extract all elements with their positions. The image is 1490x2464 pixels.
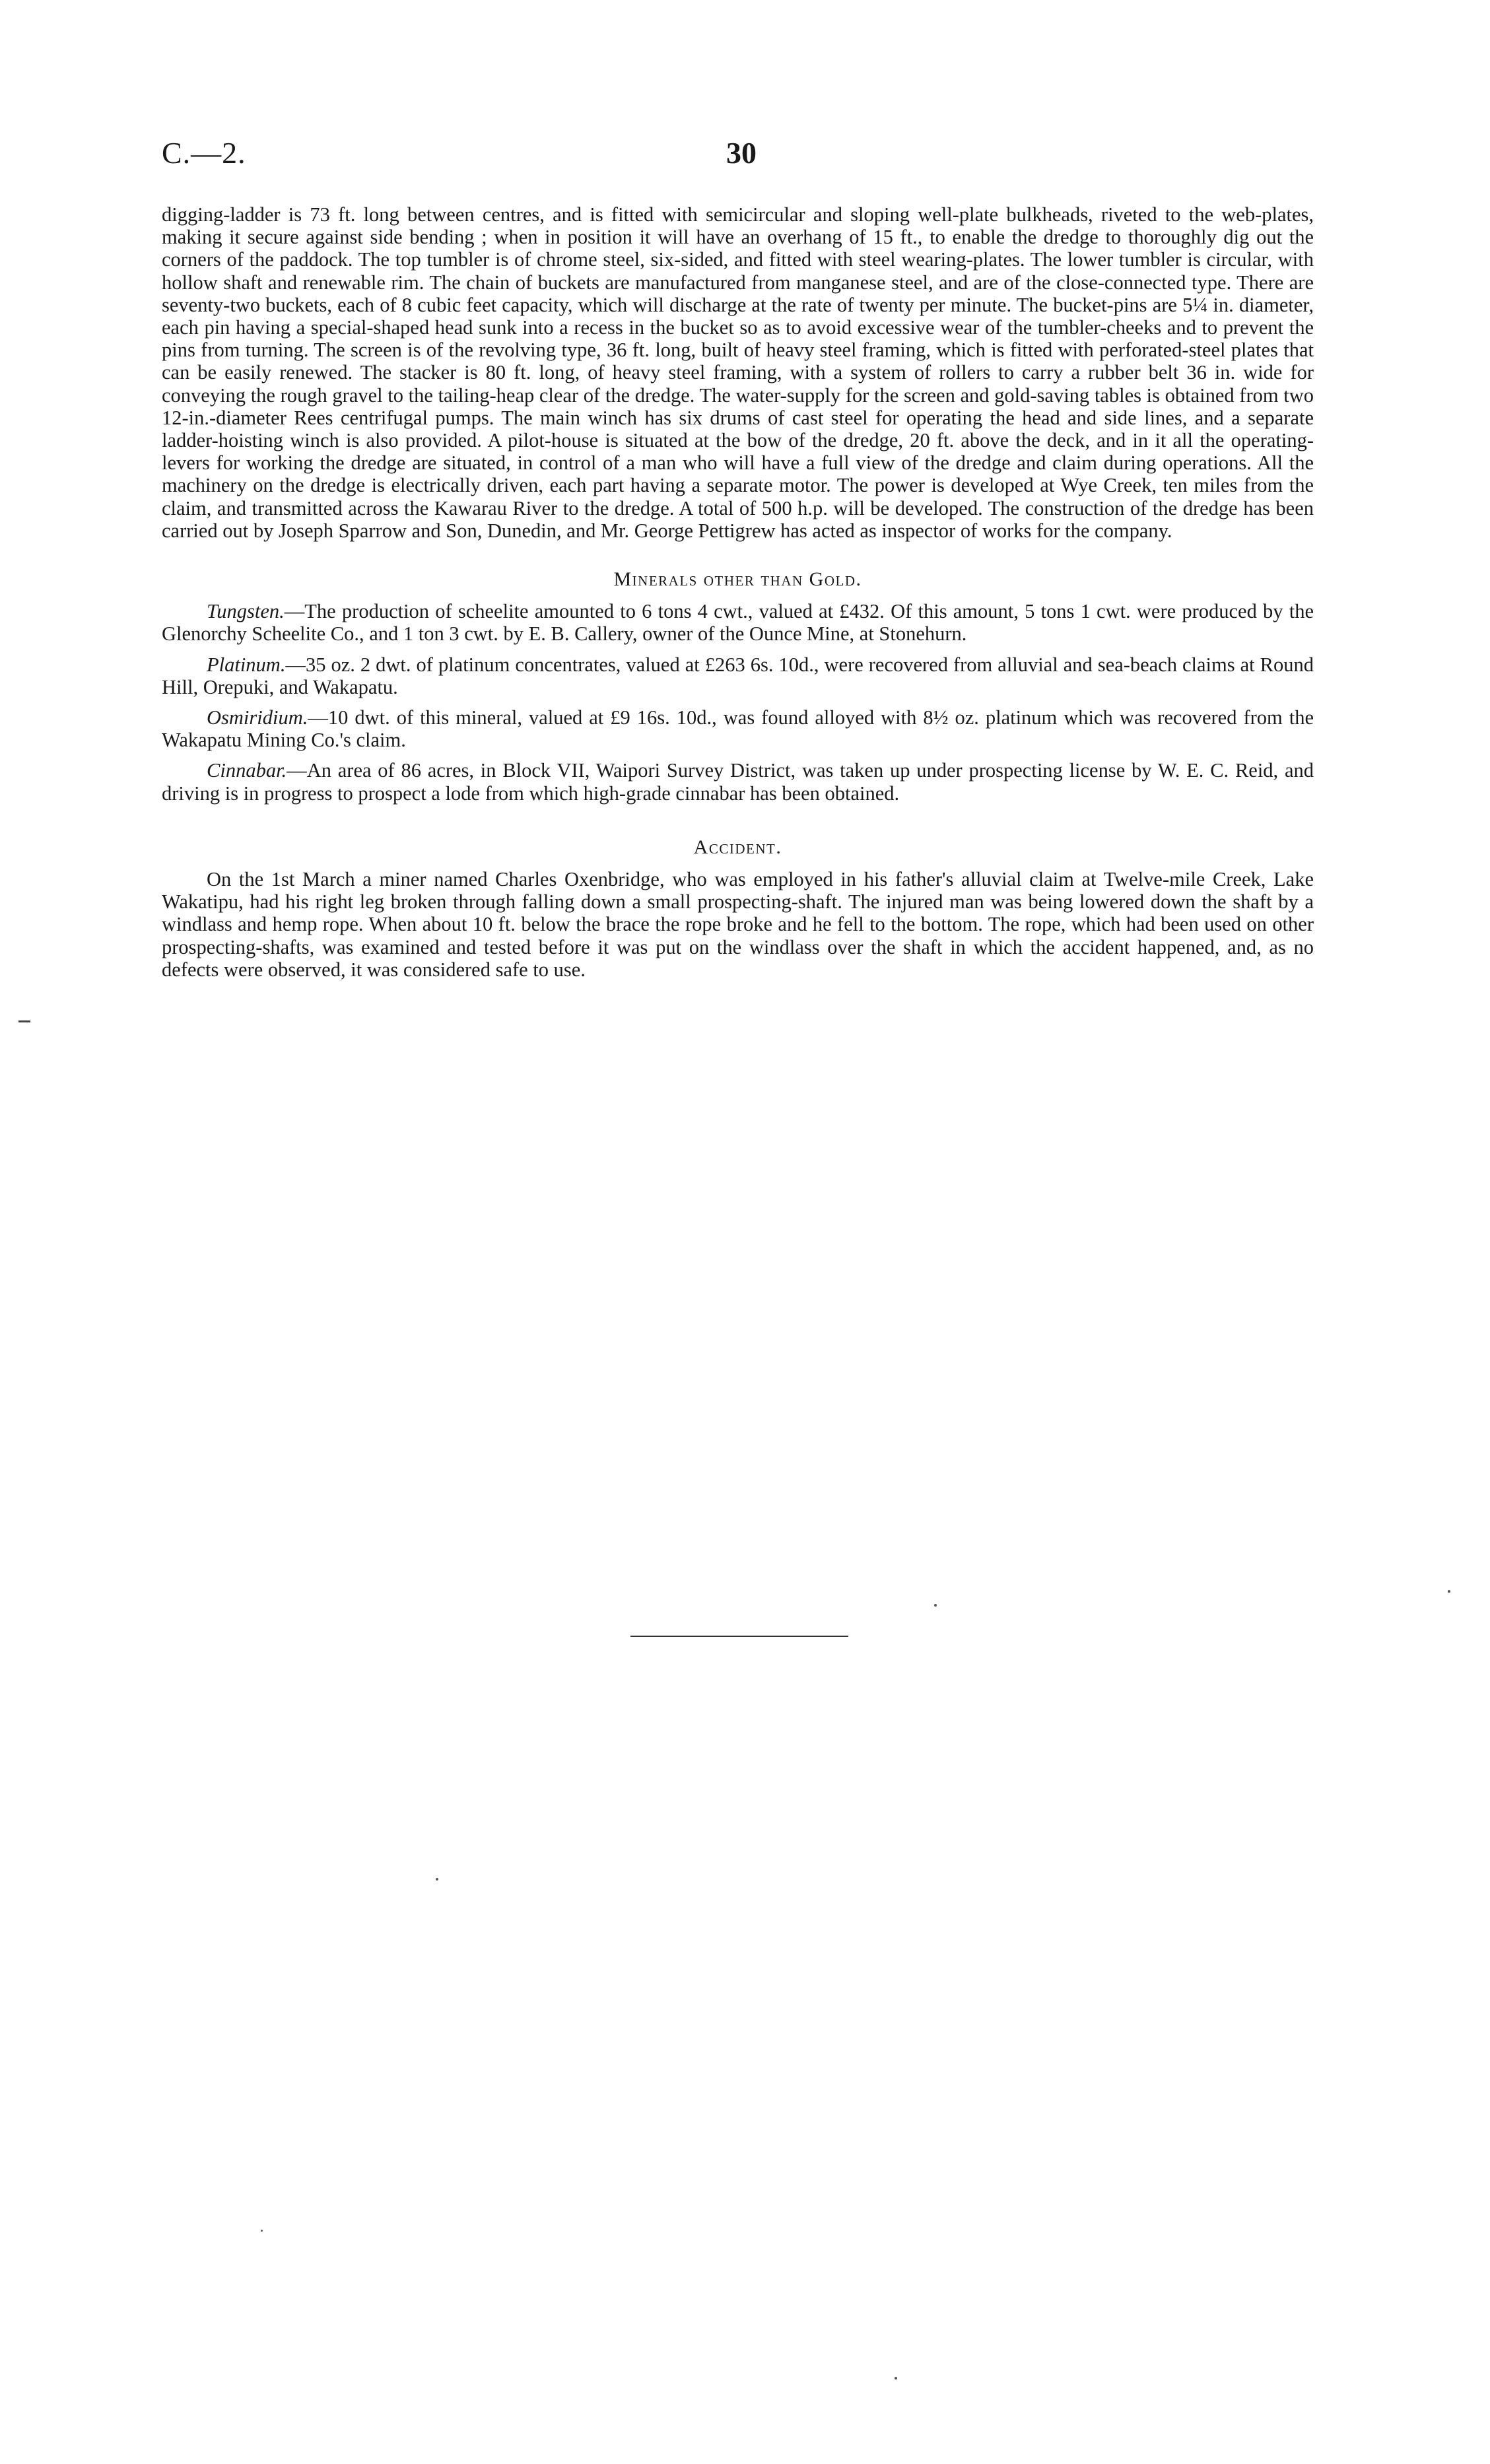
body-text [162, 203, 1314, 981]
platinum-paragraph [162, 653, 1314, 698]
cinnabar-text: —An area of 86 acres, in Block VII, Waipori Survey District, was taken up under prospecting license by W. E. C. Reid, and driving is in progress to prospect a lode from which high-grade cinnabar has been obtained. [162, 759, 1314, 805]
print-speck [261, 2230, 263, 2232]
osmiridium-text: —10 dwt. of this mineral, valued at £9 16s. 10d., was found alloyed with 8½ oz. platinum which was recovered from the Wakapatu Mining Co.'s claim. [162, 706, 1314, 752]
osmiridium-label: Osmiridium. [207, 706, 308, 729]
tungsten-text: —The production of scheelite amounted to 6 tons 4 cwt., valued at £432. Of this amount, 5 tons 1 cwt. were produced by the Glenorchy Scheelite Co., and 1 ton 3 cwt. by E. B. Callery, owner of the Ounce Mine, at Stonehurn. [162, 600, 1314, 646]
tungsten-paragraph [162, 600, 1314, 645]
accident-paragraph: On the 1st March a miner named Charles Oxenbridge, who was employed in his father's alluvial claim at Twelve-mile Creek, Lake Wakatipu, had his right leg broken through falling down a small prospecting-shaft. The injured man was being lowered down the shaft by a windlass and hemp rope. When about 10 ft. below the brace the rope broke and he fell to the bottom. The rope, which had been used on other prospecting-shafts, was examined and tested before it was put on the windlass over the shaft in which the accident happened, and, as no defects were observed, it was considered safe to use. [162, 868, 1314, 981]
minerals-section-heading: Minerals other than Gold. [613, 568, 862, 591]
page-number: 30 [726, 136, 757, 170]
platinum-text: —35 oz. 2 dwt. of platinum concentrates, valued at £263 6s. 10d., were recovered from alluvial and sea-beach claims at Round Hill, Orepuki, and Wakapatu. [162, 653, 1314, 698]
cinnabar-paragraph [162, 759, 1314, 804]
accident-section-heading: Accident. [693, 836, 782, 858]
cinnabar-label: Cinnabar. [207, 759, 287, 782]
margin-mark [18, 1020, 30, 1022]
document-reference: C.—2. [162, 136, 246, 170]
end-rule [630, 1636, 848, 1637]
running-head [162, 135, 1314, 175]
print-speck [436, 1878, 438, 1881]
print-speck [934, 1604, 937, 1607]
osmiridium-paragraph [162, 706, 1314, 751]
print-speck [895, 2377, 897, 2380]
print-speck [1448, 1590, 1450, 1593]
platinum-label: Platinum. [207, 653, 286, 676]
tungsten-label: Tungsten. [207, 600, 285, 623]
dredge-description-paragraph: digging-ladder is 73 ft. long between centres, and is fitted with semicircular and sloping well-plate bulkheads, riveted to the web-plates, making it secure against side bending ; when in position it will have an overhang of 15 ft., to enable the dredge to thoroughly dig out the corners of the paddock. The top tumbler is of chrome steel, six-sided, and fitted with steel wearing-plates. The lower tumbler is circular, with hollow shaft and renewable rim. The chain of buckets are manufactured from manganese steel, and are of the close-connected type. There are seventy-two buckets, each of 8 cubic feet capacity, which will discharge at the rate of twenty per minute. The bucket-pins are 5¼ in. diameter, each pin having a special-shaped head sunk into a recess in the bucket so as to avoid excessive wear of the tumbler-cheeks and to prevent the pins from turning. The screen is of the revolving type, 36 ft. long, built of heavy steel framing, which is fitted with perforated-steel plates that can be easily renewed. The stacker is 80 ft. long, of heavy steel framing, with a system of rollers to carry a rubber belt 36 in. wide for conveying the rough gravel to the tailing-heap clear of the dredge. The water-supply for the screen and gold-saving tables is obtained from two 12-in.-diameter Rees centrifugal pumps. The main winch has six drums of cast steel for operating the head and side lines, and a separate ladder-hoisting winch is also provided. A pilot-house is situated at the bow of the dredge, 20 ft. above the deck, and in it all the operating-levers for working the dredge are situated, in control of a man who will have a full view of the dredge and claim during operations. All the machinery on the dredge is electrically driven, each part having a separate motor. The power is developed at Wye Creek, ten miles from the claim, and transmitted across the Kawarau River to the dredge. A total of 500 h.p. will be developed. The construction of the dredge has been carried out by Joseph Sparrow and Son, Dunedin, and Mr. George Pettigrew has acted as inspector of works for the company. [162, 203, 1314, 542]
